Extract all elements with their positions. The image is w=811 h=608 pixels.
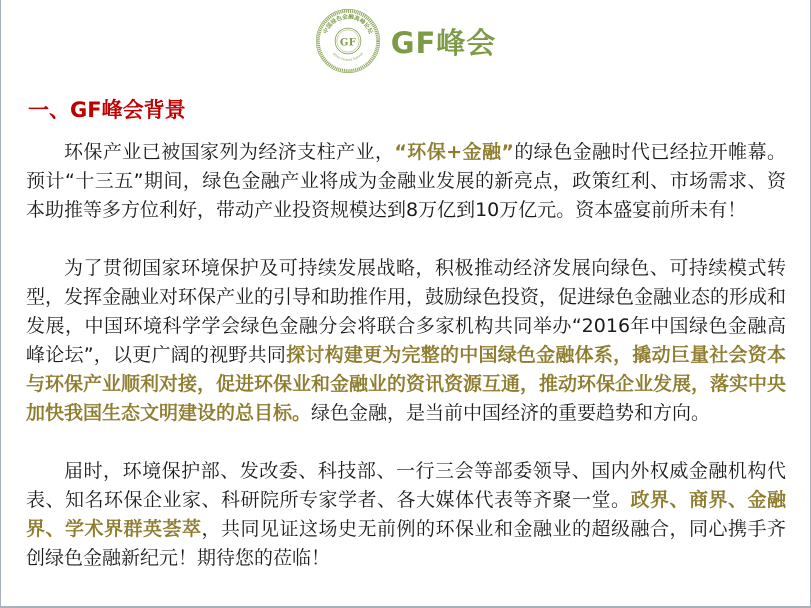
seal-center-monogram: GF xyxy=(339,37,356,49)
body-run: 为了贯彻国家环境保护及可持续发展战略，积极推动经济发展向绿色、可持续模式转型，发挥金融业对环保产业的引导和助推作用，鼓励绿色投资，促进绿色金融业态的形成和发展，中国环境科学学会绿色金融分会将联合多家机构共同举办“2016年中国绿色金融高峰论坛”，以更广阔的视野共同 xyxy=(26,257,787,366)
body-paragraphs xyxy=(26,138,786,573)
logo-title: GF峰会 xyxy=(390,25,497,60)
body-run: 绿色金融，是当前中国经济的重要趋势和方向。 xyxy=(311,402,711,424)
seal-top-arc-text: 中国绿色金融高峰论坛 xyxy=(322,14,373,36)
paragraph xyxy=(26,254,786,428)
highlight-text: 政界、商界、金融界、学术界群英荟萃 xyxy=(26,489,786,540)
body-run: 届时，环境保护部、发改委、科技部、一行三会等部委领导、国内外权威金融机构代表、知名环保企业家、科研院所专家学者、各大媒体代表等齐聚一堂。 xyxy=(26,460,786,511)
highlight-text: 探讨构建更为完整的中国绿色金融体系，撬动巨量社会资本与环保产业顺利对接，促进环保业和金融业的资讯资源互通，推动环保企业发展，落实中央加快我国生态文明建设的总目标。 xyxy=(26,344,787,424)
paragraph xyxy=(26,138,786,225)
body-run: 环保产业已被国家列为经济支柱产业， xyxy=(64,141,395,163)
header xyxy=(1,0,810,74)
body-run: ，共同见证这场史无前例的环保业和金融业的超级融合，同心携手齐创绿色金融新纪元！期待您的莅临！ xyxy=(26,518,786,569)
body-run: 的绿色金融时代已经拉开帷幕。预计“十三五”期间，绿色金融产业将成为金融业发展的新亮点，政策红利、市场需求、资本助推等多方位利好，带动产业投资规模达到8万亿到10万亿元。资本盛宴前所未有！ xyxy=(26,141,786,221)
highlight-text: “环保+金融” xyxy=(394,141,514,163)
section-heading: 一、GF峰会背景 xyxy=(28,98,186,122)
seal-bottom-arc-text: Green Finance Summit xyxy=(331,51,364,62)
paragraph xyxy=(26,457,786,573)
gf-summit-seal-icon xyxy=(315,8,381,74)
